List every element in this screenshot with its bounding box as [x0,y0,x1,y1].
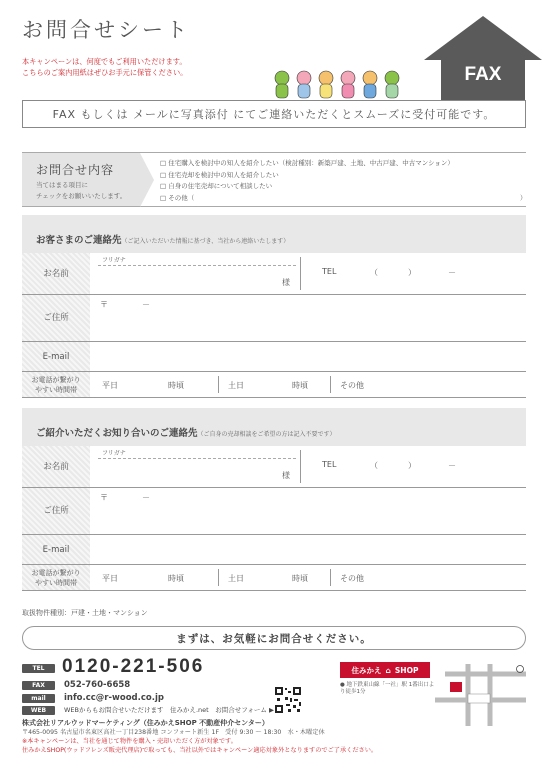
customer-name-row [22,253,526,295]
shop-badge [340,662,430,678]
inquiry-arrow-shape [140,153,154,207]
fax-number: 052-760-6658 [64,680,131,690]
referral-postal-dash: － [142,493,150,502]
customer-tel-dash: － [448,268,456,277]
qr-code-icon [274,686,302,714]
referral-postal-mark: 〒 [100,493,108,502]
name-tel-divider [300,257,301,290]
referral-contact-time-label-1: お電話が繋がり [31,568,81,577]
shop-label: 住みかえ [351,665,382,675]
saturday-divider [330,376,331,393]
referral-heading-text: ご紹介いただくお知り合いのご連絡先 [36,428,198,439]
referral-tel-dash: － [448,461,456,470]
tel-number[interactable]: 0120-221-506 [62,656,205,677]
contact-time-label-1: お電話が繋がり [31,375,81,384]
inquiry-instruction-2: チェックをお願いいたします。 [36,192,127,200]
referral-tel-label: TEL [322,460,337,469]
option-other-label: □ その他（ [160,193,195,202]
shop-name: SHOP [394,665,419,675]
page-title: お問合せシート [22,18,190,42]
web-inquiry-link[interactable]: WEBからもお問合せいただけます 住みかえ.net お問合せフォーム ▶ [64,706,274,714]
property-types: 取扱物件種別：戸建・土地・マンション [22,609,148,617]
contact-time-label-2: やすい時間帯 [35,385,77,394]
customer-contact-time-label [22,372,90,397]
notice-line-1: 本キャンペーンは、何度でもご利用いただけます。 [22,57,187,66]
web-tag: WEB [22,706,55,715]
customer-name-label: お名前 [22,253,90,294]
referral-tel-open: （ [370,461,378,470]
option-purchase-referral[interactable]: □ 住宅購入を検討中の知人を紹介したい（検討種別：新築戸建、土地、中古戸建、中古マンション） [160,159,454,167]
mascot-characters-illustration [270,66,420,100]
submission-banner: FAX もしくは メールに写真添付 にてご連絡いただくとスムーズに受付可能です。 [22,100,526,128]
company-info [22,719,377,755]
option-other-close: ） [520,193,527,202]
referral-contact-time-label-2: やすい時間帯 [35,578,77,587]
tel-tag: TEL [22,664,55,673]
referral-address-label: ご住所 [22,488,90,534]
fax-tag: FAX [22,681,55,690]
customer-address-label: ご住所 [22,295,90,341]
referral-name-input[interactable] [98,460,278,484]
referral-weekday-time: 時頃 [168,574,184,583]
customer-email-row [22,342,526,372]
referral-weekday-divider [218,569,219,586]
referral-name-row [22,446,526,488]
referral-saturday-divider [330,569,331,586]
customer-tel-label: TEL [322,267,337,276]
mail-tag: mail [22,694,55,703]
customer-other: その他 [340,381,364,390]
customer-heading-text: お客さまのご連絡先 [36,235,122,246]
house-icon: ⌂ [385,665,391,675]
referral-saturday: 土日 [228,574,244,583]
inquiry-options [160,158,527,204]
referral-section-heading [22,408,526,446]
customer-weekday-time: 時頃 [168,381,184,390]
referral-furigana-label: フリガナ [102,450,126,457]
referral-saturday-time: 時頃 [292,574,308,583]
customer-section-heading [22,215,526,253]
referral-sama: 様 [282,471,290,480]
customer-name-input[interactable] [98,267,278,291]
referral-weekday: 平日 [102,574,118,583]
disclaimer-2: 住みかえSHOP(ウッドフレンズ販売代理店)で取っても、当社以外ではキャンペーン適応対象外となりますのでご了承ください。 [22,747,378,754]
customer-furigana-label: フリガナ [102,257,126,264]
fax-label: FAX [464,64,502,85]
referral-name-tel-divider [300,450,301,483]
customer-weekday: 平日 [102,381,118,390]
inquiry-title: お問合せ内容 [36,163,115,177]
referral-email-row [22,535,526,565]
referral-heading-note: （ご自身の売却相談をご希望の方は記入不要です） [197,431,336,438]
option-sale-referral[interactable]: □ 住宅売却を検討中の知人を紹介したい [160,170,279,179]
referral-furigana-divider [98,458,296,459]
customer-saturday: 土日 [228,381,244,390]
map-note: ● 地下鉄東山線「一社」駅 1番出口より徒歩1分 [340,682,435,695]
weekday-divider [218,376,219,393]
referral-address-row [22,488,526,535]
cta-banner: まずは、お気軽にお問合せください。 [22,626,526,650]
campaign-notice [22,56,187,78]
mail-address[interactable]: info.cc@r-wood.co.jp [64,693,164,703]
option-own-sale[interactable]: □ 自身の住宅売却について相談したい [160,182,273,190]
customer-address-row [22,295,526,342]
company-name: 株式会社リアルウッドマーケティング（住みかえSHOP 不動産仲介センター） [22,719,269,727]
referral-contact-time-label [22,565,90,590]
customer-postal-dash: － [142,300,150,309]
referral-tel-close: ） [408,461,416,470]
disclaimer-1: ※本キャンペーンは、当社を通じて物件を購入・売却いただく方が対象です。 [22,738,237,745]
customer-contact-time-row [22,372,526,398]
referral-contact-time-row [22,565,526,591]
customer-heading-note: （ご記入いただいた情報に基づき、当社から連絡いたします） [121,238,290,245]
referral-other: その他 [340,574,364,583]
option-other[interactable] [160,193,527,205]
customer-postal-mark: 〒 [100,300,108,309]
customer-saturday-time: 時頃 [292,381,308,390]
inquiry-instructions [36,180,126,202]
company-address: 〒465-0095 名古屋市名東区高社一丁目238番地 コンフォート新生 1F 受付 9:30 ～ 18:30 水・木曜定休 [22,729,325,736]
customer-sama: 様 [282,278,290,287]
customer-tel-close: ） [408,268,416,277]
inquiry-instruction-1: 当てはまる項目に [36,181,88,189]
inquiry-section [22,152,526,207]
notice-line-2: こちらのご案内用紙はぜひお手元に保管ください。 [22,68,188,77]
referral-name-label: お名前 [22,446,90,487]
furigana-divider [98,265,296,266]
customer-email-label: E-mail [22,342,90,371]
referral-email-label: E-mail [22,535,90,564]
fax-arrow-icon [424,16,542,100]
customer-tel-open: （ [370,268,378,277]
